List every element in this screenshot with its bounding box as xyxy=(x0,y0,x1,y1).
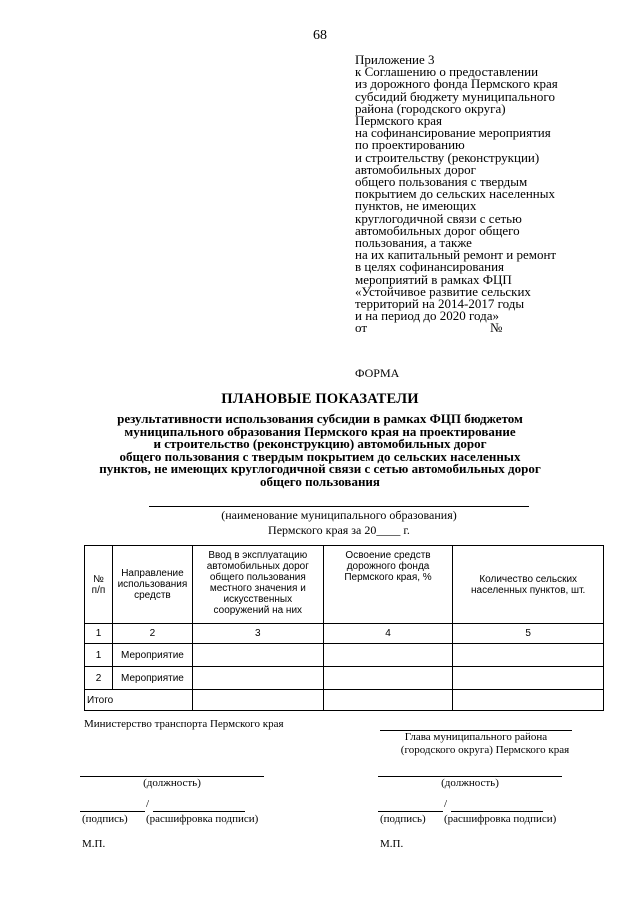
appendix-line: «Устойчивое развитие сельских xyxy=(355,283,531,299)
from-label: от xyxy=(355,320,368,336)
header-cell-funds-use: Освоение средств дорожного фонда Пермского края, % xyxy=(323,546,453,624)
appendix-line: и строительству (реконструкции) xyxy=(355,149,540,165)
appendix-line: района (городского округа) xyxy=(355,100,506,116)
total-label: Итого xyxy=(85,690,193,711)
appendix-line: Приложение 3 xyxy=(355,52,435,67)
row-settlements-cell[interactable] xyxy=(453,667,604,690)
form-label: ФОРМА xyxy=(355,366,400,380)
subtitle-line: общего пользования xyxy=(260,473,380,489)
subtitle-line: пунктов, не имеющих круглогодичной связи с сетью автомобильных дорог xyxy=(99,461,541,476)
right-decode-label: (расшифровка подписи) xyxy=(444,813,557,825)
table-total-row xyxy=(85,690,604,711)
right-org-line1: Глава муниципального района xyxy=(404,731,548,743)
appendix-line: автомобильных дорог общего xyxy=(355,222,520,238)
appendix-line: на софинансирование мероприятия xyxy=(355,125,551,141)
table-row xyxy=(85,644,604,667)
appendix-line: по проектированию xyxy=(355,137,465,153)
left-slash: / xyxy=(146,798,150,810)
column-number: 2 xyxy=(112,624,192,644)
subtitle-line: муниципального образования Пермского края на проектирование xyxy=(124,423,516,439)
indicators-table xyxy=(84,545,604,711)
row-number: 2 xyxy=(85,667,113,690)
right-stamp: М.П. xyxy=(380,838,404,850)
row-commissioning-cell[interactable] xyxy=(192,644,323,667)
document-subtitle xyxy=(70,413,570,488)
right-org-line2: (городского округа) Пермского края xyxy=(400,744,570,756)
year-line: Пермского края за 20____ г. xyxy=(268,523,410,537)
page-number: 68 xyxy=(313,28,327,43)
right-position-label: (должность) xyxy=(441,777,499,789)
row-funds-use-cell[interactable] xyxy=(323,644,453,667)
right-decode-line[interactable] xyxy=(451,811,543,812)
appendix-line: и на период до 2020 года» xyxy=(355,308,499,324)
number-label: № xyxy=(490,320,503,336)
column-number-row xyxy=(85,624,604,644)
table-header-row xyxy=(85,546,604,624)
left-signature-label: (подпись) xyxy=(82,813,128,825)
appendix-line: в целях софинансирования xyxy=(355,259,505,275)
appendix-line: пунктов, не имеющих xyxy=(355,198,477,214)
left-signature-line[interactable] xyxy=(80,811,145,812)
appendix-line: территорий на 2014-2017 годы xyxy=(355,296,525,312)
header-cell-settlements-count: Количество сельских населенных пунктов, шт. xyxy=(453,546,604,624)
total-funds-use-cell[interactable] xyxy=(323,690,453,711)
left-org-name: Министерство транспорта Пермского края xyxy=(84,718,284,730)
left-stamp: М.П. xyxy=(82,838,106,850)
appendix-line: из дорожного фонда Пермского края xyxy=(355,76,558,92)
table-row xyxy=(85,667,604,690)
left-decode-line[interactable] xyxy=(153,811,245,812)
appendix-from-line xyxy=(355,322,558,334)
column-number: 5 xyxy=(453,624,604,644)
appendix-line: мероприятий в рамках ФЦП xyxy=(355,271,512,287)
left-decode-label: (расшифровка подписи) xyxy=(146,813,259,825)
appendix-line: на их капитальный ремонт и ремонт xyxy=(355,247,557,263)
header-cell-direction: Направление использования средств xyxy=(112,546,192,624)
subtitle-line: результативности использования субсидии в рамках ФЦП бюджетом xyxy=(117,411,523,426)
document-title: ПЛАНОВЫЕ ПОКАЗАТЕЛИ xyxy=(221,391,419,407)
appendix-line: общего пользования с твердым xyxy=(355,174,528,190)
header-cell-number: № п/п xyxy=(85,546,113,624)
right-slash: / xyxy=(444,798,448,810)
total-settlements-cell[interactable] xyxy=(453,690,604,711)
appendix-line: автомобильных дорог xyxy=(355,161,476,177)
column-number: 3 xyxy=(192,624,323,644)
appendix-line: круглогодичной связи с сетью xyxy=(355,210,522,226)
appendix-block xyxy=(355,54,558,334)
municipality-fill-line[interactable] xyxy=(149,506,529,507)
total-commissioning-cell[interactable] xyxy=(192,690,323,711)
appendix-line: покрытием до сельских населенных xyxy=(355,186,555,202)
row-number: 1 xyxy=(85,644,113,667)
header-cell-commissioning: Ввод в эксплуатацию автомобильных дорог общего пользования местного значения и искусственных сооружений на них xyxy=(192,546,323,624)
appendix-line: пользования, а также xyxy=(355,235,472,251)
row-funds-use-cell[interactable] xyxy=(323,667,453,690)
left-position-label: (должность) xyxy=(143,777,201,789)
column-number: 4 xyxy=(323,624,453,644)
subtitle-line: общего пользования с твердым покрытием до сельских населенных xyxy=(119,448,521,464)
row-direction: Мероприятие xyxy=(112,667,192,690)
row-direction: Мероприятие xyxy=(112,644,192,667)
appendix-line: субсидий бюджету муниципального xyxy=(355,88,555,104)
column-number: 1 xyxy=(85,624,113,644)
row-commissioning-cell[interactable] xyxy=(192,667,323,690)
right-signature-label: (подпись) xyxy=(380,813,426,825)
appendix-line: к Соглашению о предоставлении xyxy=(355,64,539,80)
appendix-line: Пермского края xyxy=(355,113,442,129)
row-settlements-cell[interactable] xyxy=(453,644,604,667)
subtitle-line: и строительство (реконструкцию) автомобильных дорог xyxy=(153,436,487,451)
municipality-caption: (наименование муниципального образования) xyxy=(221,508,457,522)
right-signature-line[interactable] xyxy=(378,811,443,812)
